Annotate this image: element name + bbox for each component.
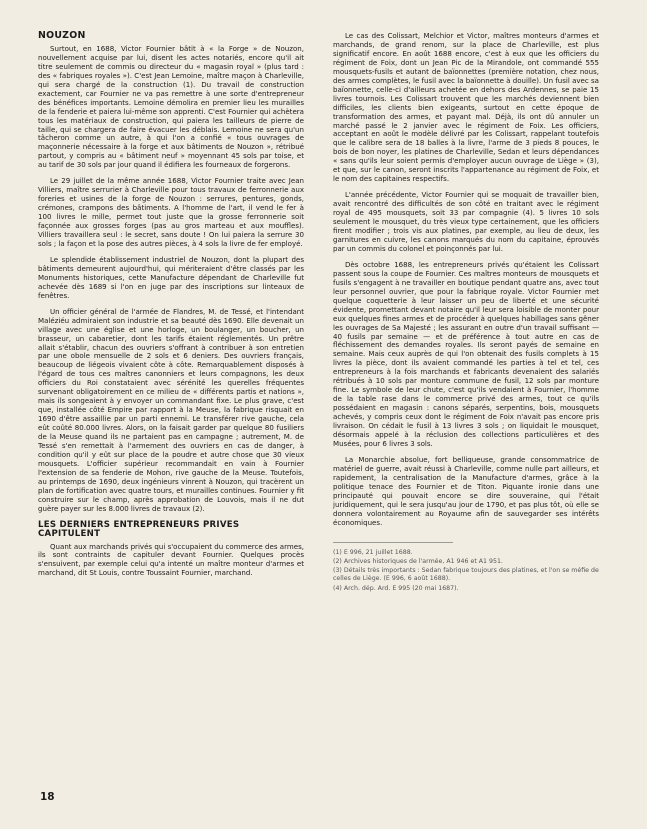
- section-heading-derniers-entrepreneurs: LES DERNIERS ENTREPRENEURS PRIVES CAPITULENT: [38, 519, 240, 539]
- page-number: 18: [40, 791, 55, 803]
- paragraph: Le 29 juillet de la même année 1688, Victor Fournier traite avec Jean Villiers, maître serrurier à Charleville pour tous travaux de ferronnerie aux foreries et usines de la forge de Nouzon : serrures, pentures, gonds, crémones, crampons des bâtiments. A l'homme de l'art, il vend le fer à 100 livres le mille, permet tout juste que la grosse ferronnerie soit façonnée aux grosses forges (pas au gros marteau et aux mouffles). Villiers travaillera seul : le secret, sans doute ! On lui paiera la serrure 30 sols ; la façon et la pose des autres pièces, à 4 sols la livre de fer employé.: [38, 176, 304, 248]
- paragraph: Le cas des Colissart, Melchior et Victor, maîtres monteurs d'armes et marchands, de grand renom, sur la place de Charleville, est plus significatif encore. En août 1688 encore, c'est à eux que les officiers du régiment de Foix, dont un Jean Pic de la Mirandole, ont commandé 555 mousquets-fusils et autant de baïonnettes (première notation, chez nous, des armes complètes, le fusil avec la baïonnette à douille). Un fusil avec sa baïonnette, celle-ci d'ailleurs achetée en dehors des Ardennes, se paie 15 livres tournois. Les Colissart trouvent que les marchés deviennent bien difficiles, les clients bien exigeants, surtout en cette époque de transformation des armes, et payant mal. Déjà, ils ont dû annuler un marché passé le 2 janvier avec le régiment de Foix. Les officiers, acceptant en août le modèle délivré par les Colissart, rappelant toutefois que le calibre sera de 18 balles à la livre, l'arme de 3 pieds 8 pouces, le bois de bon noyer, les platines de Charleville, Sedan et leurs dépendances « sans qu'ils leur soient permis d'employer aucun ouvrage de Liège » (3), et que, sur le canon, seront inscrits l'appartenance au régiment de Foix, et le nom des capitaines respectifs.: [333, 31, 599, 184]
- right-column: [333, 32, 599, 594]
- paragraph: La Monarchie absolue, fort belliqueuse, grande consommatrice de matériel de guerre, avait réussi à Charleville, comme nulle part ailleurs, et rapidement, la centralisation de la Manufacture d'armes, grâce à la politique tenace des Fournier et de Titon. Piquante ironie dans une principauté qui pouvait encore se dire souveraine, qui l'était juridiquement, qui le sera jusqu'au jour de 1790, et pas plus tôt, où elle se donnera volontairement au Royaume afin de sauvegarder ses intérêts économiques.: [333, 454, 599, 527]
- paragraph: Surtout, en 1688, Victor Fournier bâtit à « la Forge » de Nouzon, nouvellement acquise par lui, disent les actes notariés, encore qu'il ait titre seulement de commis ou directeur du « magasin royal » (plus tard : des « fabriques royales »). C'est Jean Lemoine, maître maçon à Charleville, qui sera chargé de la construction (1). Du travail de construction exactement, car Fournier ne va pas remettre à une sorte d'entrepreneur des bénéfices importants. Lemoine démolira en premier lieu les murailles de la fenderie et paiera lui-même son apprenti. C'est Fournier qui achètera tous les matériaux de construction, qui paiera les tailleurs de pierre de taille, qui se chargera de faire évacuer les déblais. Lemoine ne sera qu'un tâcheron comme un autre, à qui l'on a confié « tous ouvrages de maçonnerie nécessaire à la forge et aux bâtiments de Nouzon », rétribué partout, y compris au « bâtiment neuf » moyennant 45 sols par toise, et au tarif de 30 sols par jour quand il édifiera les fourneaux de forgerons.: [38, 43, 304, 170]
- paragraph: L'année précédente, Victor Fournier qui se moquait de travailler bien, avait rencontré des difficultés de son côté en traitant avec le régiment royal de 495 mousquets, soit 33 par compagnie (4). 5 livres 10 sols seulement le mousquet, du très vieux type certainement, que les officiers firent modifier ; trois vis aux platines, par exemple, au lieu de deux, les garnitures en cuivre, les canons marqués du nom du capitaine, éprouvés par un commis du colonel et poinçonnés par lui.: [333, 190, 599, 253]
- footnote: (4) Arch. dép. Ard. E 995 (20 mai 1687).: [333, 584, 459, 592]
- footnotes: [333, 534, 599, 593]
- paragraph: Dès octobre 1688, les entrepreneurs privés qu'étaient les Colissart passent sous la coupe de Fournier. Ces maîtres monteurs de mousquets et fusils s'engagent à ne travailler en boutique pendant quatre ans, avec tout leur personnel ouvrier, que pour la fabrique royale. Victor Fournier met quelque coquetterie à leur laisser un peu de liberté et une sécurité évidente, promettant devant notaire qu'il leur sera loisible de monter pour eux quelques fines armes et de procéder à quelques habillages sans gêner les ouvrages de Sa Majesté ; les assurant en outre d'un travail suffisant — 40 fusils par semaine — et de préférence à tout autre en cas de fléchissement des demandes royales. Ils seront payés de semaine en semaine. Mais ceux auprès de qui l'on obtenait des fusils complets à 15 livres la pièce, dont ils avaient commandé les parties à tel et tel, ces entrepreneurs à la fois marchands et fabricants devenaient des salariés rétribués à 10 sols par monture commune de fusil, 12 sols par monture fine. Le symbole de leur chute, c'est qu'ils vendaient à Fournier, l'homme de la table rase dans le commerce privé des armes, tout ce qu'ils possédaient en magasin : canons séparés, serpentins, bois, mousquets achevés, y compris ceux dont le régiment de Foix n'avait pas encore pris livraison. On cédait le fusil à 13 livres 3 sols ; on liquidait le mousquet, désormais appelé à la réclusion des collections particulières et des Musées, pour 6 livres 3 sols.: [333, 259, 599, 448]
- left-column: [38, 32, 304, 578]
- footnote: (1) E 996, 21 juillet 1688.: [333, 548, 413, 556]
- footnote-separator: [333, 542, 453, 543]
- section-heading-nouzon: NOUZON: [38, 30, 86, 41]
- paragraph: Un officier général de l'armée de Flandres, M. de Tessé, et l'intendant Maléziéu admiraient son industrie et sa beauté dès 1690. Elle devenait un village avec une église et une horloge, un boulanger, un boucher, un brasseur, un cabaretier, dont les tarifs étaient réglementés. Un prêtre allait s'établir, chacun des ouvriers s'offrant à contribuer à son entretien par une obole mensuelle de 2 sols et 6 deniers. Des ouvriers français, beaucoup de liégeois vivaient côte à côte. Remarquablement disposés à l'égard de tous ces maîtres canonniers et leurs compagnons, les deux officiers du Roi constataient avec sérénité les querelles fréquentes survenant obligatoirement en ce milieu de « différents partis et nations », mais ils songeaient à y envoyer un commandant fixe. Le plus grave, c'est que, installée côté Empire par rapport à la Meuse, la fabrique risquait en 1690 d'être assaillie par un parti ennemi. Le transférer rive gauche, cela eût coûté 80.000 livres. Alors, on la faisait garder par quelque 80 fusiliers de la Meuse quand ils ne partaient pas en campagne ; autrement, M. de Tessé s'en remettait à l'armement des ouvriers en cas de danger, à condition qu'il y eût sur place de la poudre et autre chose que 30 vieux mousquets. L'officier supérieur recommandait en vain à Fournier l'extension de sa fenderie de Mohon, rive gauche de la Meuse. Toutefois, au printemps de 1690, deux ingénieurs vinrent à Nouzon, qui tracèrent un plan de fortification avec quatre tours, et murailles continues. Fournier y fit construire sur le champ, après approbation de Louvois, mais il ne dut guère payer sur les 8.000 livres de travaux (2).: [38, 306, 304, 513]
- footnote: (2) Archives historiques de l'armée, A1 946 et A1 951.: [333, 557, 503, 565]
- paragraph: Quant aux marchands privés qui s'occupaient du commerce des armes, ils sont contraints de capituler devant Fournier. Quelques procès s'ensuivent, par exemple celui qu'a intenté un maître monteur d'armes et marchand, dit St Louis, contre Toussaint Fournier, marchand.: [38, 541, 304, 578]
- paragraph: Le splendide établissement industriel de Nouzon, dont la plupart des bâtiments demeurent aujourd'hui, qui mériteraient d'être classés par les Monuments historiques, cette Manufacture dépendant de Charleville fut achevée dès 1689 si l'on en juge par des inscriptions sur linteaux de fenêtres.: [38, 254, 304, 300]
- footnote: (3) Détails très importants : Sedan fabrique toujours des platines, et l'on se méfie de celles de Liège. (E 996, 6 août 1688).: [333, 567, 599, 583]
